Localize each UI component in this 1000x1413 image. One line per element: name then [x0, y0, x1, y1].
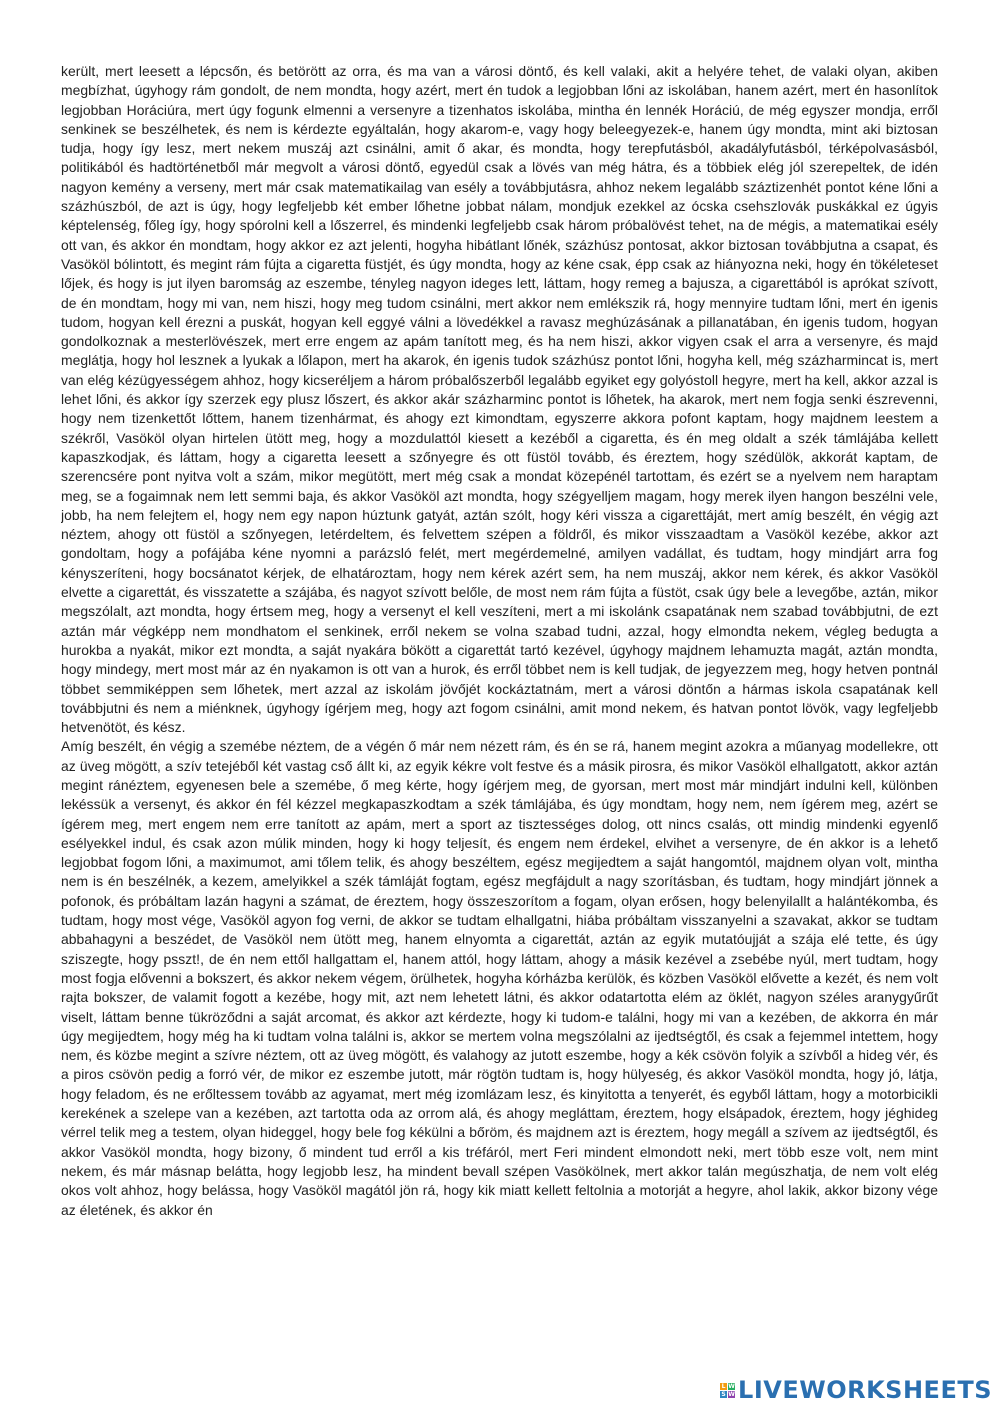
- logo-mark-cell: S: [721, 1390, 726, 1398]
- paragraph-2: Amíg beszélt, én végig a szemébe néztem, de a végén ő már nem nézett rám, és én se rá, hanem megint azokra a műanyag modellekre, ott az üveg mögött, a szív tetejéből két vastag cső állt ki, az egyik kékre volt festve és a másik pirosra, és mikor Vasököl elhallgatott, akkor aztán megint ránéztem, egyenesen bele a szemébe, ő meg kérte, hogy ígérjem meg, de gyorsan, mert most már mindjárt indulni kell, különben lekéssük a versenyt, és akkor én fél kézzel megkapaszkodtam a szék támlájába, és úgy mondtam, hogy nem, nem ígérem meg, azért se ígérem meg, mert engem nem erre tanított az apám, mert a sport az tisztességes dolog, ott nincs csalás, ott mindig mindenki egyenlő esélyekkel indul, és csak azon múlik minden, hogy ki hogy teljesít, és engem nem érdekel, elvihet a versenyre, de én akkor is a lehető legjobbat fogom lőni, a maximumot, ami tőlem telik, és ahogy beszéltem, egész megijedtem a saját hangomtól, majdnem olyan volt, mintha nem is én beszélnék, a kezem, amelyikkel a szék támláját fogtam, egész megfájdult a nagy szorításban, és tudtam, hogy mindjárt jönnek a pofonok, és próbáltam lazán hagyni a számat, de éreztem, hogy összeszorítom a fogam, olyan erősen, hogy belenyilallt a halántékomba, és tudtam, hogy most vége, Vasököl agyon fog verni, de akkor se tudtam elhallgatni, hiába próbáltam visszanyelni a szavakat, akkor se tudtam abbahagyni a beszédet, de Vasököl nem ütött meg, hanem elnyomta a cigarettát, aztán az egyik mutatóujját a szája elé tette, és úgy sziszegte, hogy psszt!, de én nem ettől hallgattam el, hanem attól, hogy láttam, ahogy a másik kezével a zsebébe nyúl, mert tudtam, hogy most fogja elővenni a bokszert, és akkor nekem végem, örülhetek, hogyha kórházba kerülök, és közben Vasököl elővette a kezét, és nem volt rajta bokszer, de valamit fogott a kezébe, hogy mit, azt nem lehetett látni, és akkor odatartotta elém az öklét, nagyon széles aranygyűrűt viselt, láttam benne tükröződni a saját arcomat, és akkor azt kérdezte, hogy ki tudom-e találni, hogy mi van a kezében, de akkorra én már úgy megijedtem, hogy még ha ki tudtam volna találni is, akkor se mertem volna megszólalni az ijedtségtől, és csak a fejemmel intettem, hogy nem, és közbe megint a szívre néztem, ott az üveg mögött, és valahogy az jutott eszembe, hogy a kék csövön folyik a szívből a hideg vér, és a piros csövön pedig a forró vér, de mikor ez eszembe jutott, már rögtön tudtam is, hogy hülyeség, és akkor Vasököl mondta, hogy jó, látja, hogy feladom, és ne erőltessem tovább az agyamat, mert még izomlázam lesz, és kinyitotta a tenyerét, és egyből láttam, hogy a motorbicikli kerekének a szelepe van a kezében, azt tartotta oda az orrom alá, és ahogy megláttam, éreztem, hogy elsápadok, éreztem, hogy jéghideg vérrel telik meg a testem, olyan hideggel, hogy bele fog kékülni a bőröm, és majdnem azt is éreztem, hogy megáll a szívem az ijedtségtől, és akkor Vasököl mondta, hogy bizony, ő mindent tud erről a kis tréfáról, mert Feri mindent elmondott neki, mert több esze volt, nem mint nekem, és már másnap belátta, hogy legjobb lesz, ha mindent bevall szépen Vasökölnek, mert akkor talán megúszhatja, de nem volt elég okos volt ahhoz, hogy belássa, hogy Vasököl magától jön rá, hogy kik miatt kellett feltolnia a motorját a hegyre, ahol lakik, akkor bizony vége az életének, és akkor én: [61, 738, 938, 1218]
- logo-text: LIVEWORKSHEETS: [738, 1376, 992, 1404]
- logo-mark-icon: [720, 1383, 735, 1398]
- paragraph-1: került, mert leesett a lépcsőn, és betörött az orra, és ma van a városi döntő, és kell valaki, akit a helyére tehet, de valaki olyan, akiben megbízhat, úgyhogy rám gondolt, de nem mondta, hogy azért, mert én tudok a legjobban lőni az iskolában, hanem azért, mert én hasonlítok legjobban Horáciúra, mert úgy fogunk elmenni a versenyre a tizenhatos iskolába, mintha én lennék Horáciú, de még egyszer mondja, erről senkinek se beszélhetek, és nem is kérdezte egyáltalán, hogy akarom-e, vagy hogy beleegyezek-e, hanem úgy mondta, mint aki biztosan tudja, hogy így lesz, mert nekem muszáj azt csinálni, amit ő akar, és mondta, hogy terepfutásból, akadályfutásból, térképolvasásból, politikából és hadtörténetből már megvolt a városi döntő, egyedül csak a lövés van még hátra, és a többiek elég jól szerepeltek, de idén nagyon kemény a verseny, mert már csak matematikailag van esély a továbbjutásra, ahhoz nekem legalább száztizenhét pontot kéne lőni a százhúszból, de azt is úgy, hogy legfeljebb két ember lőhetne jobbat nálam, mondjuk ezekkel az ócska csehszlovák puskákkal ez úgyis képtelenség, főleg így, hogy spórolni kell a lőszerrel, és mindenki legfeljebb csak három próbalövést tehet, na de mégis, a matematikai esély ott van, és akkor én mondtam, hogy akkor ez azt jelenti, hogyha hibátlant lőnék, százhúsz pontosat, akkor biztosan továbbjutna a csapat, és Vasököl bólintott, és megint rám fújta a cigaretta füstjét, és úgy mondta, hogy az kéne csak, épp csak az hiányozna neki, hogy én tökéleteset lőjek, és hogy is jut ilyen baromság az eszembe, tényleg nagyon ideges lett, láttam, hogy remeg a bajusza, a cigarettából is aprókat szívott, de én mondtam, hogy mi van, nem hiszi, hogy meg tudom csinálni, mert akkor nem emlékszik rá, hogy mennyire tudtam lőni, mert én igenis tudom, hogyan kell érezni a puskát, hogyan kell eggyé válni a lövedékkel a ravasz meghúzásának a pillanatában, én igenis tudom, hogyan gondolkoznak a mesterlövészek, mert erre engem az apám tanított meg, és ha nem hiszi, akkor vigyen csak el arra a versenyre, és majd meglátja, hogy hol lesznek a lyukak a lőlapon, mert ha akarok, én igenis tudok százhúsz pontot lőni, hogyha kell, még százharmincat is, mert van elég kézügyességem ahhoz, hogy kicseréljem a három próbalőszerből legalább egyiket egy golyóstoll hegyre, mert ha kell, akkor azzal is lehet lőni, és akkor így szerzek egy plusz lőszert, és akkor akár százharminc pontot is lőhetek, ha akarok, mert nem fogja senki észrevenni, hogy nem tizenkettőt lőttem, hanem tizenhármat, és ahogy ezt kimondtam, egyszerre akkora pofont kaptam, hogy majdnem leestem a székről, Vasököl olyan hirtelen ütött meg, hogy a mozdulattól kiesett a kezéből a cigaretta, és én meg oldalt a szék támlájába kellett kapaszkodjak, és láttam, hogy a cigaretta leesett a szőnyegre és ott füstöl tovább, és éreztem, hogy szédülök, akkorát kaptam, de szerencsére pont nyitva volt a szám, mikor megütött, mert még csak a mondat közepénél tartottam, és ezért se a nyelvem nem haraptam meg, se a fogaimnak nem lett semmi baja, és akkor Vasököl azt mondta, hogy szégyelljem magam, hogy merek ilyen hangon beszélni vele, jobb, ha nem felejtem el, hogy nem egy napon húztunk gatyát, aztán szólt, hogy kéri vissza a cigarettáját, mert amíg beszélt, én végig azt néztem, ahogy ott füstöl a szőnyegen, letérdeltem, és felvettem szépen a földről, és mikor visszaadtam a Vasököl kezébe, akkor azt gondoltam, hogy a pofájába kéne nyomni a parázsló felét, mert megérdemelné, amilyen vadállat, és tudtam, hogy mindjárt arra fog kényszeríteni, hogy bocsánatot kérjek, de elhatároztam, hogy nem kérek azért sem, ha nem muszáj, akkor nem kérek, és akkor Vasököl elvette a cigarettát, és visszatette a szájába, és nagyot szívott belőle, de most nem rám fújta a füstöt, csak úgy bele a levegőbe, aztán, mikor megszólalt, azt mondta, hogy értsem meg, hogy a versenyt el kell veszíteni, mert a mi iskolánk csapatának nem szabad továbbjutni, de ezt aztán már végképp nem mondhatom el senkinek, erről nekem se volna szabad tudni, azzal, hogy elmondta nekem, végleg bedugta a hurokba a nyakát, mikor ezt mondta, a saját nyakára bökött a cigarettát tartó kezével, úgyhogy majdnem lehamuzta magát, aztán mondta, hogy mindegy, mert most már az én nyakamon is ott van a hurok, és erről többet nem is kell tudjak, de jegyezzem meg, hogy hetven pontnál többet semmiképpen sem lőhetek, mert azzal az iskolám jövőjét kockáztatnám, mert a városi döntőn a hármas iskola csapatának kell továbbjutni és nem a miénknek, úgyhogy ígérjem meg, hogy azt fogom csinálni, amit mond nekem, és hatvan pontot lövök, vagy legfeljebb hetvenötöt, és kész.: [61, 63, 938, 736]
- liveworksheets-logo[interactable]: [720, 1377, 992, 1403]
- logo-mark-cell: W: [728, 1382, 735, 1390]
- logo-mark-cell: L: [721, 1382, 726, 1390]
- document-body: [61, 62, 938, 1362]
- logo-mark-cell: W: [728, 1390, 735, 1398]
